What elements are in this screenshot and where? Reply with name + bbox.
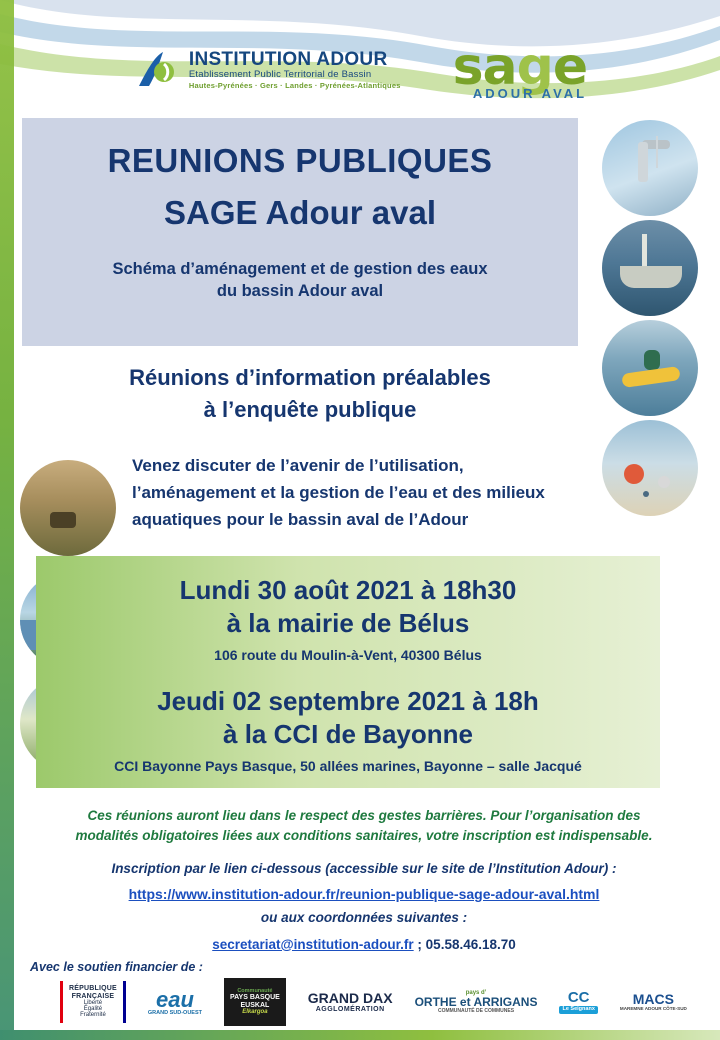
photo-column [602,120,706,520]
meetings-panel [36,556,660,788]
logo-cc-seignanx [559,981,597,1023]
pb-sub: Elkargoa [242,1009,268,1016]
invite-line1: Venez discuter de l’avenir de l’utilisation, [132,456,464,475]
logo-grand-dax-agglomeration [308,981,393,1023]
sage-wordmark: sage [452,36,588,97]
cc-line2: Le Seignanx [559,1006,597,1014]
header-logos [0,30,720,110]
macs-line1: MACS [632,991,674,1008]
decorative-left-strip [0,0,14,1040]
secondary-heading-line2: à l’enquête publique [203,396,417,422]
invite-paragraph [132,452,570,534]
meeting-item [36,663,660,774]
registration-line2: ou aux coordonnées suivantes : [260,909,468,925]
eau-subtitle: GRAND SUD-OUEST [147,1009,202,1016]
secondary-heading-line1: Réunions d’information préalables [129,365,491,390]
sage-subtitle: ADOUR AVAL [472,85,588,101]
orthe-line3: COMMUNAUTÉ DE COMMUNES [437,1007,515,1014]
secondary-heading [40,362,580,426]
photo-barthes-vaches [20,460,116,556]
registration-email-link[interactable]: secretariat@institution-adour.fr [212,936,414,952]
photo-kayak [602,320,698,416]
page-title-line2: SAGE Adour aval [163,194,436,231]
meeting-place: à la mairie de Bélus [226,607,470,638]
meeting-address: CCI Bayonne Pays Basque, 50 allées marines, Bayonne – salle Jacqué [114,758,582,774]
institution-name: INSTITUTION ADOUR [188,49,388,71]
meeting-item [36,556,660,663]
meeting-address: 106 route du Moulin-à-Vent, 40300 Bélus [214,647,482,663]
page-subtitle-line1: Schéma d’aménagement et de gestion des eaux [112,260,488,278]
gd-line2: AGGLOMÉRATION [315,1005,385,1013]
rf-motto2: Égalité [83,1006,103,1013]
logo-orthe-et-arrigans [415,981,538,1023]
page-title-line1: REUNIONS PUBLIQUES [107,142,493,179]
invite-line3: aquatiques pour le bassin aval de l’Adour [132,510,469,530]
registration-link[interactable]: https://www.institution-adour.fr/reunion-publique-sage-adour-aval.html [128,885,600,902]
page-subtitle-line2: du bassin Adour aval [216,282,384,301]
sanitary-notice [30,806,698,847]
logo-macs [620,981,687,1023]
pb-top: Communauté [237,987,273,994]
rf-line1: RÉPUBLIQUE [69,985,117,993]
photo-bateau-peche [602,220,698,316]
sanitary-notice-line2: modalités obligatoires liées aux conditions sanitaires, votre inscription est indispensable. [75,828,653,844]
institution-departments: Hautes-Pyrénées · Gers · Landes · Pyrénées-Atlantiques [188,81,401,91]
title-panel [22,118,578,346]
rf-motto1: Liberté [83,999,103,1006]
photo-plage [602,420,698,516]
pb-line1: PAYS BASQUE [230,994,280,1002]
footer-logos [60,978,690,1026]
eau-wordmark: eau [155,986,194,1012]
macs-line2: MAREMNE ADOUR CÔTE-SUD [619,1005,687,1011]
orthe-line2: ORTHE et ARRIGANS [414,995,538,1010]
registration-phone: 05.58.46.18.70 [425,936,516,952]
meeting-date: Jeudi 02 septembre 2021 à 18h [157,686,539,716]
logo-agence-eau-adour-garonne [148,981,202,1023]
footer-support-label: Avec le soutien financier de : [30,960,203,974]
sage-adour-aval-logo [452,36,588,101]
sanitary-notice-line1: Ces réunions auront lieu dans le respect des gestes barrières. Pour l’organisation des [87,808,641,823]
rf-line2: FRANÇAISE [71,992,115,1000]
gd-line1: GRAND DAX [307,989,393,1006]
registration-separator: ; [413,936,426,952]
logo-communaute-pays-basque [224,978,286,1026]
meeting-date: Lundi 30 août 2021 à 18h30 [179,575,517,605]
institution-adour-logo [133,46,401,94]
registration-line1: Inscription par le lien ci-dessous (accessible sur le site de l’Institution Adour) : [111,861,617,876]
orthe-line1: pays d’ [465,989,487,996]
cc-line1: CC [567,989,590,1007]
registration-block [40,858,688,957]
invite-line2: l’aménagement et la gestion de l’eau et des milieux [132,483,545,503]
institution-subtitle: Etablissement Public Territorial de Bassin [188,69,372,81]
meeting-place: à la CCI de Bayonne [223,718,473,749]
photo-robinet [602,120,698,216]
logo-republique-francaise [60,981,126,1023]
rf-motto3: Fraternité [80,1012,106,1019]
pb-line2: EUSKAL [240,1001,270,1009]
decorative-bottom-strip [0,1030,720,1040]
institution-adour-mark-icon [133,46,181,94]
